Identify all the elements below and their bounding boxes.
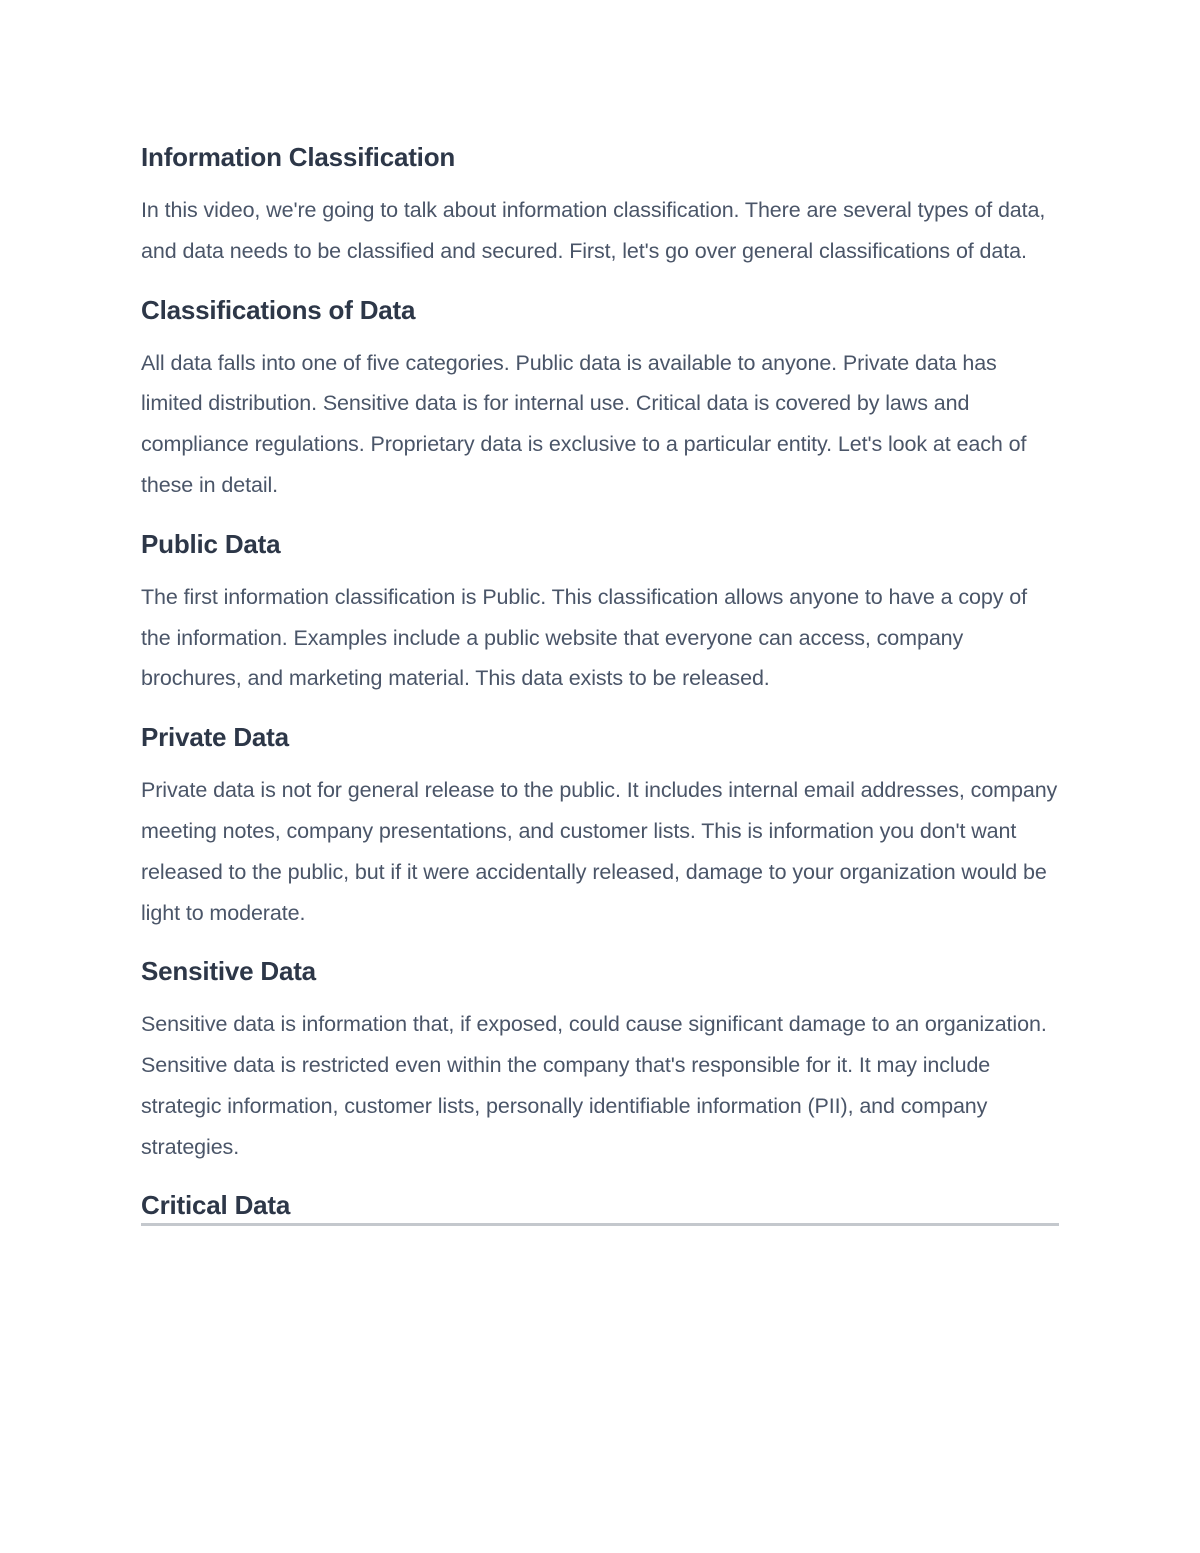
section-body: All data falls into one of five categories. Public data is available to anyone. Private data has limited distribution. Sensitive data is for internal use. Critical data is covered by laws and compliance regulations. Proprietary data is exclusive to a particular entity. Let's look at each of these in detail. bbox=[141, 350, 1027, 497]
section-heading: Classifications of Data bbox=[141, 294, 416, 325]
document-title: Information Classification bbox=[141, 142, 456, 172]
section-classifications-of-data bbox=[141, 291, 1059, 506]
section-heading: Sensitive Data bbox=[141, 956, 316, 987]
section-body: Private data is not for general release to the public. It includes internal email addresses, company meeting notes, company presentations, and customer lists. This is information you don't want released to the public, but if it were accidentally released, damage to your organization would be light to moderate. bbox=[141, 778, 1058, 925]
section-heading: Critical Data bbox=[141, 1187, 1059, 1226]
section-private-data bbox=[141, 718, 1059, 933]
section-body: Sensitive data is information that, if exposed, could cause significant damage to an organization. Sensitive data is restricted even within the company that's responsible for it. It may include strategic information, customer lists, personally identifiable information (PII), and company strategies. bbox=[141, 1012, 1047, 1159]
section-critical-data bbox=[141, 1187, 1059, 1226]
section-body: The first information classification is Public. This classification allows anyone to have a copy of the information. Examples include a public website that everyone can access, company brochures, and marketing material. This data exists to be released. bbox=[141, 584, 1027, 691]
section-sensitive-data bbox=[141, 952, 1059, 1167]
section-heading: Private Data bbox=[141, 722, 289, 753]
section-heading: Public Data bbox=[141, 528, 281, 559]
intro-paragraph: In this video, we're going to talk about information classification. There are several types of data, and data needs to be classified and secured. First, let's go over general classifications of data. bbox=[141, 198, 1046, 263]
section-public-data bbox=[141, 525, 1059, 699]
document-page bbox=[141, 138, 1059, 1226]
